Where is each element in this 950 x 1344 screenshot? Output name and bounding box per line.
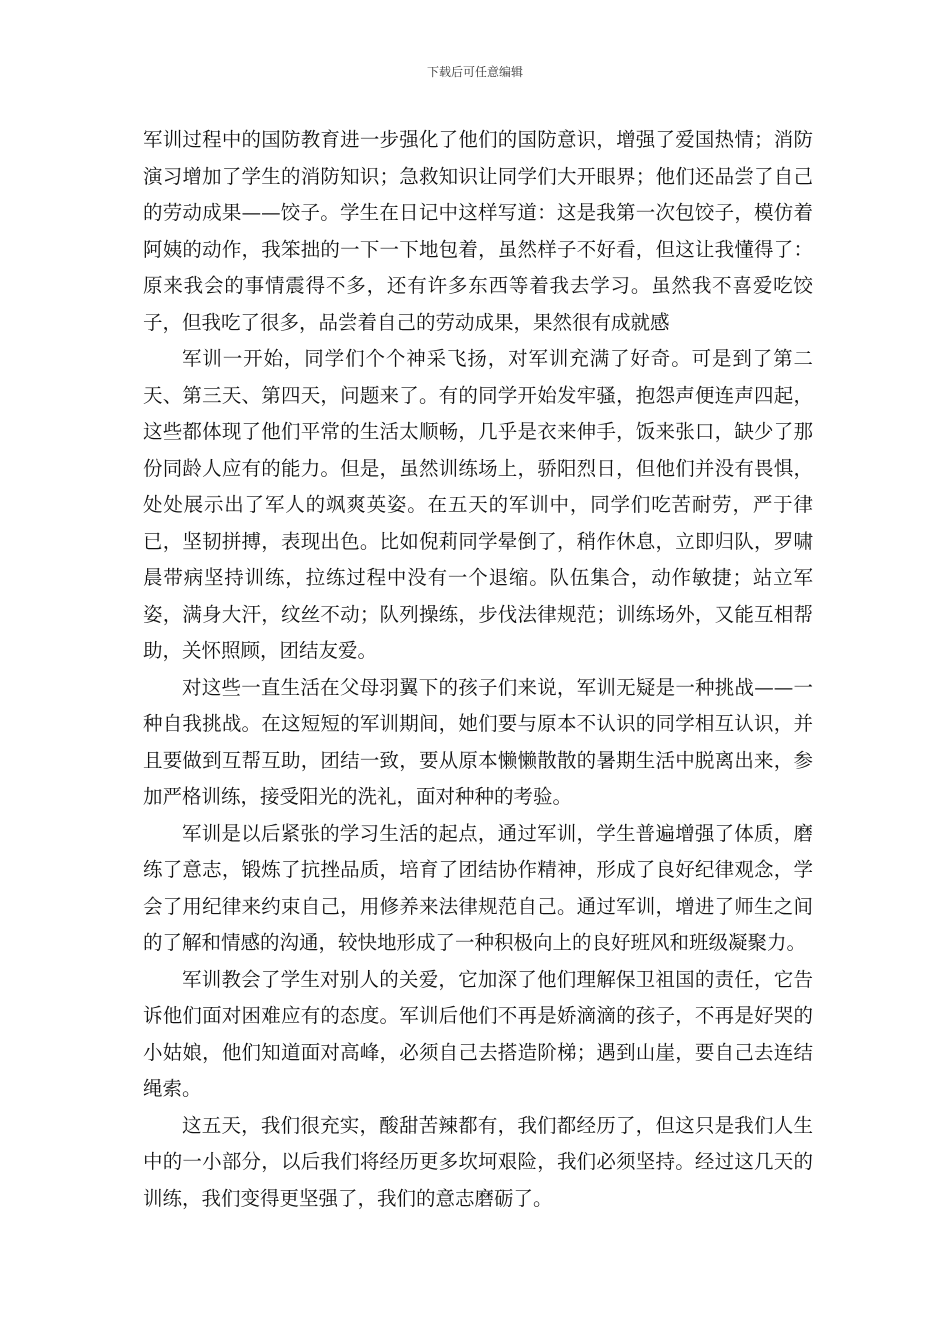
document-body <box>143 122 813 1217</box>
paragraph: 军训是以后紧张的学习生活的起点，通过军训，学生普遍增强了体质，磨练了意志，锻炼了抗挫品质，培育了团结协作精神，形成了良好纪律观念，学会了用纪律来约束自己，用修养来法律规范自己。通过军训，增进了师生之间的了解和情感的沟通，较快地形成了一种积极向上的良好班风和班级凝聚力。 <box>143 821 813 954</box>
paragraph: 军训教会了学生对别人的关爱，它加深了他们理解保卫祖国的责任，它告诉他们面对困难应有的态度。军训后他们不再是娇滴滴的孩子，不再是好哭的小姑娘，他们知道面对高峰，必须自己去搭造阶梯；遇到山崖，要自己去连结绳索。 <box>143 967 813 1100</box>
page-header: 下载后可任意编辑 <box>426 65 523 79</box>
paragraph: 军训过程中的国防教育进一步强化了他们的国防意识，增强了爱国热情；消防演习增加了学生的消防知识；急救知识让同学们大开眼界；他们还品尝了自己的劳动成果——饺子。学生在日记中这样写道：这是我第一次包饺子，模仿着阿姨的动作，我笨拙的一下一下地包着，虽然样子不好看，但这让我懂得了：原来我会的事情震得不多，还有许多东西等着我去学习。虽然我不喜爱吃饺子，但我吃了很多，品尝着自己的劳动成果，果然很有成就感 <box>143 128 813 334</box>
paragraph: 军训一开始，同学们个个神采飞扬，对军训充满了好奇。可是到了第二天、第三天、第四天，问题来了。有的同学开始发牢骚，抱怨声便连声四起，这些都体现了他们平常的生活太顺畅，几乎是衣来伸手，饭来张口，缺少了那份同龄人应有的能力。但是，虽然训练场上，骄阳烈日，但他们并没有畏惧，处处展示出了军人的飒爽英姿。在五天的军训中，同学们吃苦耐劳，严于律已，坚韧拼搏，表现出色。比如倪莉同学晕倒了，稍作休息，立即归队，罗啸晨带病坚持训练，拉练过程中没有一个退缩。队伍集合，动作敏捷；站立军姿，满身大汗，纹丝不动；队列操练，步伐法律规范；训练场外，又能互相帮助，关怀照顾，团结友爱。 <box>143 347 813 662</box>
paragraph: 这五天，我们很充实，酸甜苦辣都有，我们都经历了，但这只是我们人生中的一小部分，以后我们将经历更多坎坷艰险，我们必须坚持。经过这几天的训练，我们变得更坚强了，我们的意志磨砺了。 <box>143 1113 813 1210</box>
paragraph: 对这些一直生活在父母羽翼下的孩子们来说，军训无疑是一种挑战——一种自我挑战。在这短短的军训期间，她们要与原本不认识的同学相互认识，并且要做到互帮互助，团结一致，要从原本懒懒散散的暑期生活中脱离出来，参加严格训练，接受阳光的洗礼，面对种种的考验。 <box>143 675 813 808</box>
